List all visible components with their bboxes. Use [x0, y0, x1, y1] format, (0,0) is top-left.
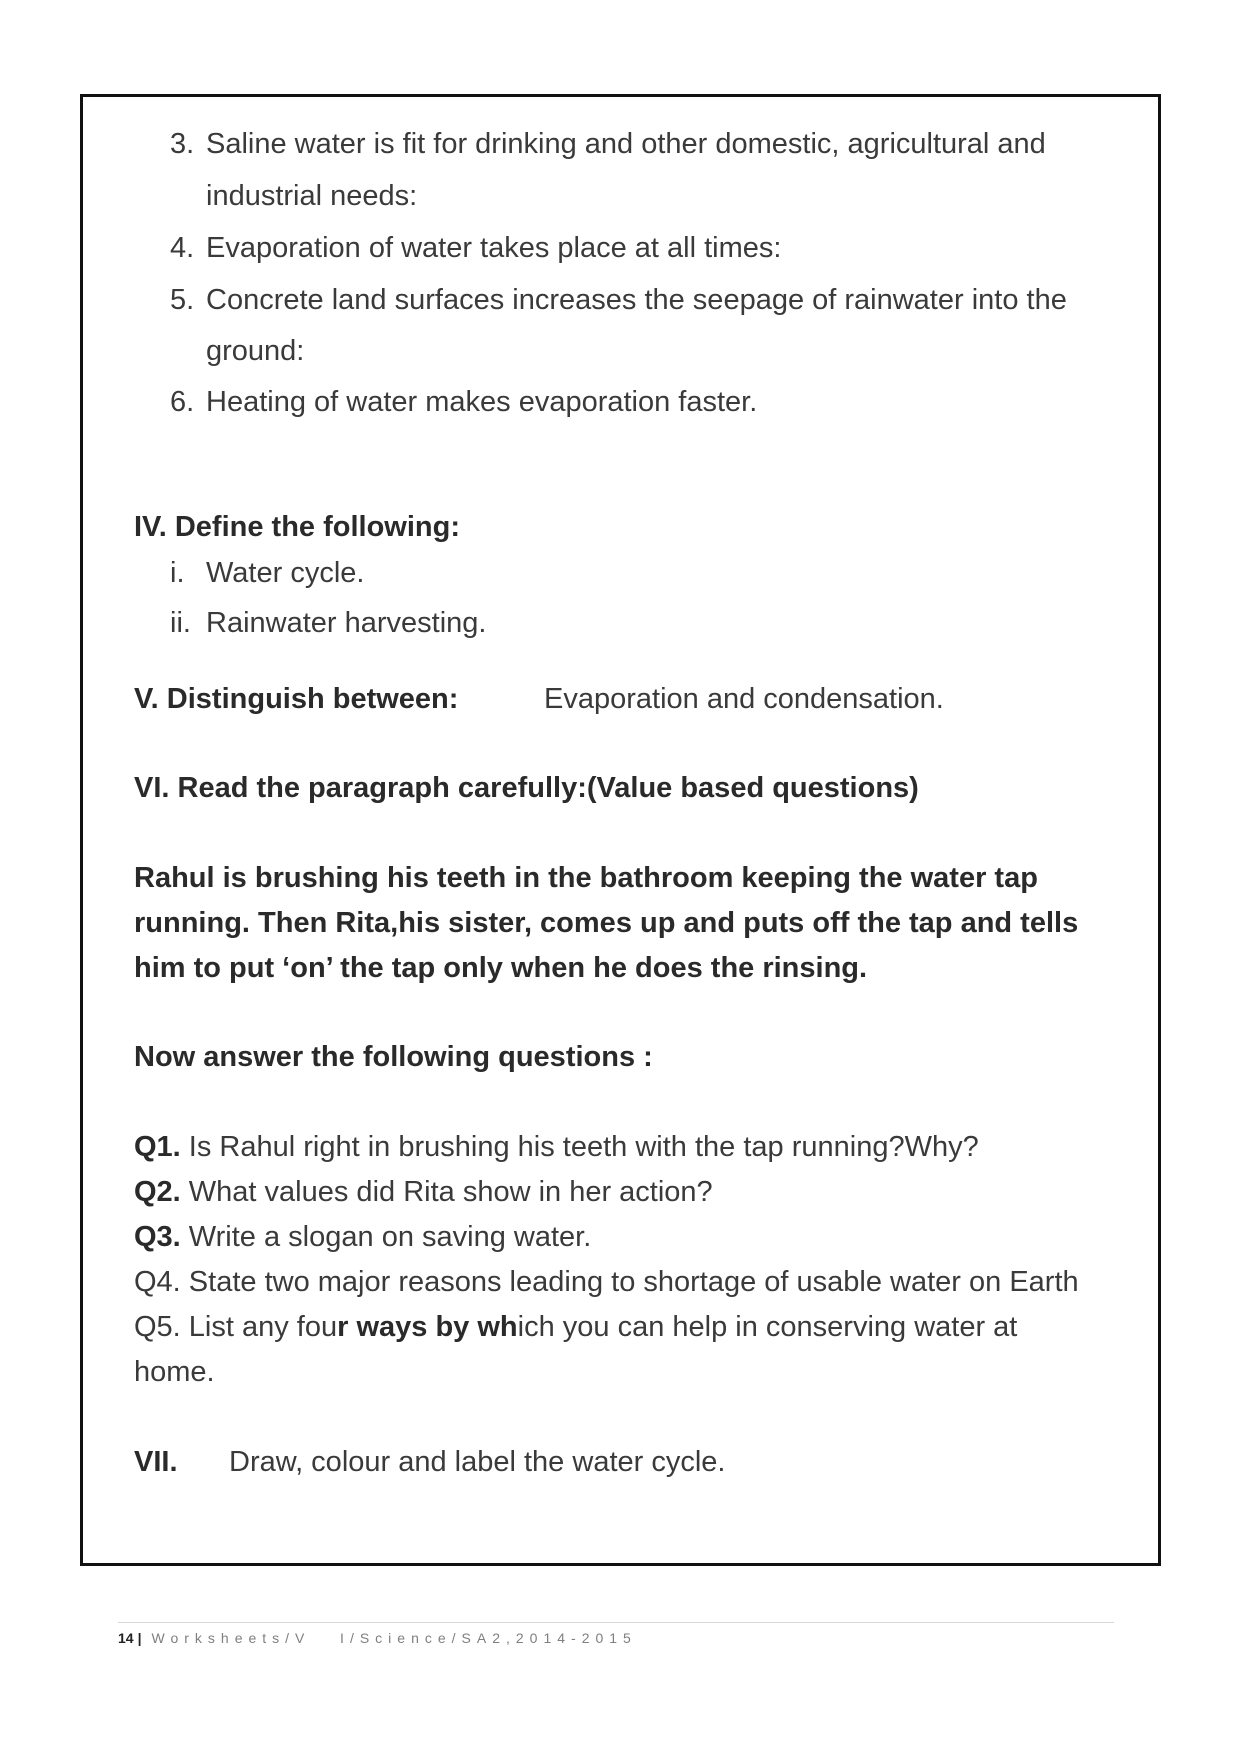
paragraph-line-1: Rahul is brushing his teeth in the bathroom keeping the water tap: [134, 862, 1038, 894]
section-vii-text: Draw, colour and label the water cycle.: [229, 1446, 726, 1478]
statement-text: Evaporation of water takes place at all times:: [206, 232, 782, 264]
question-2: [134, 1174, 713, 1210]
paragraph-line-2: running. Then Rita,his sister, comes up and puts off the tap and tells: [134, 907, 1079, 939]
question-label: Q2.: [134, 1176, 181, 1208]
question-label: Q1.: [134, 1131, 181, 1163]
question-4: [134, 1264, 1079, 1300]
section-vi-heading: VI. Read the paragraph carefully:(Value based questions): [134, 772, 919, 804]
statement-5-continued: ground:: [206, 335, 305, 367]
question-1: [134, 1129, 979, 1165]
statement-3: [170, 126, 1046, 162]
question-text: What values did Rita show in her action?: [180, 1176, 713, 1208]
question-text-suffix: ich you can help in conserving water at: [517, 1311, 1018, 1343]
statement-text: Heating of water makes evaporation faster.: [206, 386, 758, 418]
section-iv-heading: IV. Define the following:: [134, 511, 460, 543]
section-vii-label: VII.: [134, 1446, 178, 1478]
page-footer: [118, 1629, 637, 1647]
statement-6: [170, 384, 757, 420]
item-text: Rainwater harvesting.: [206, 607, 487, 639]
page-number: 14: [118, 1630, 134, 1646]
question-text: Is Rahul right in brushing his teeth with the tap running?Why?: [180, 1131, 979, 1163]
question-text: Q4. State two major reasons leading to shortage of usable water on Earth: [134, 1266, 1079, 1298]
statement-text: Saline water is fit for drinking and other domestic, agricultural and: [206, 128, 1046, 160]
question-3: [134, 1219, 591, 1255]
questions-prompt: Now answer the following questions :: [134, 1041, 653, 1073]
statement-number: 5.: [170, 284, 195, 316]
section-v-heading: V. Distinguish between:: [134, 683, 459, 715]
question-5-continued: home.: [134, 1356, 215, 1388]
paragraph-line-3: him to put ‘on’ the tap only when he does the rinsing.: [134, 952, 868, 984]
question-text-prefix: Q5. List any fou: [134, 1311, 338, 1343]
footer-separator: |: [137, 1630, 142, 1646]
statement-5: [170, 282, 1067, 318]
footer-text: Worksheets/V I/Science/SA2,2014-2015: [151, 1630, 637, 1646]
item-number: i.: [170, 557, 185, 589]
define-item-2: [170, 605, 486, 641]
statement-number: 6.: [170, 386, 195, 418]
statement-4: [170, 230, 781, 266]
statement-number: 4.: [170, 232, 195, 264]
define-item-1: [170, 555, 364, 591]
section-v-text: Evaporation and condensation.: [544, 683, 944, 715]
footer-divider: [118, 1622, 1114, 1623]
question-text: Write a slogan on saving water.: [180, 1221, 592, 1253]
statement-3-continued: industrial needs:: [206, 180, 418, 212]
question-text-bold: r ways by wh: [337, 1311, 518, 1343]
statement-number: 3.: [170, 128, 195, 160]
item-text: Water cycle.: [206, 557, 365, 589]
question-label: Q3.: [134, 1221, 181, 1253]
item-number: ii.: [170, 607, 191, 639]
statement-text: Concrete land surfaces increases the seepage of rainwater into the: [206, 284, 1067, 316]
question-5: [134, 1309, 1017, 1345]
